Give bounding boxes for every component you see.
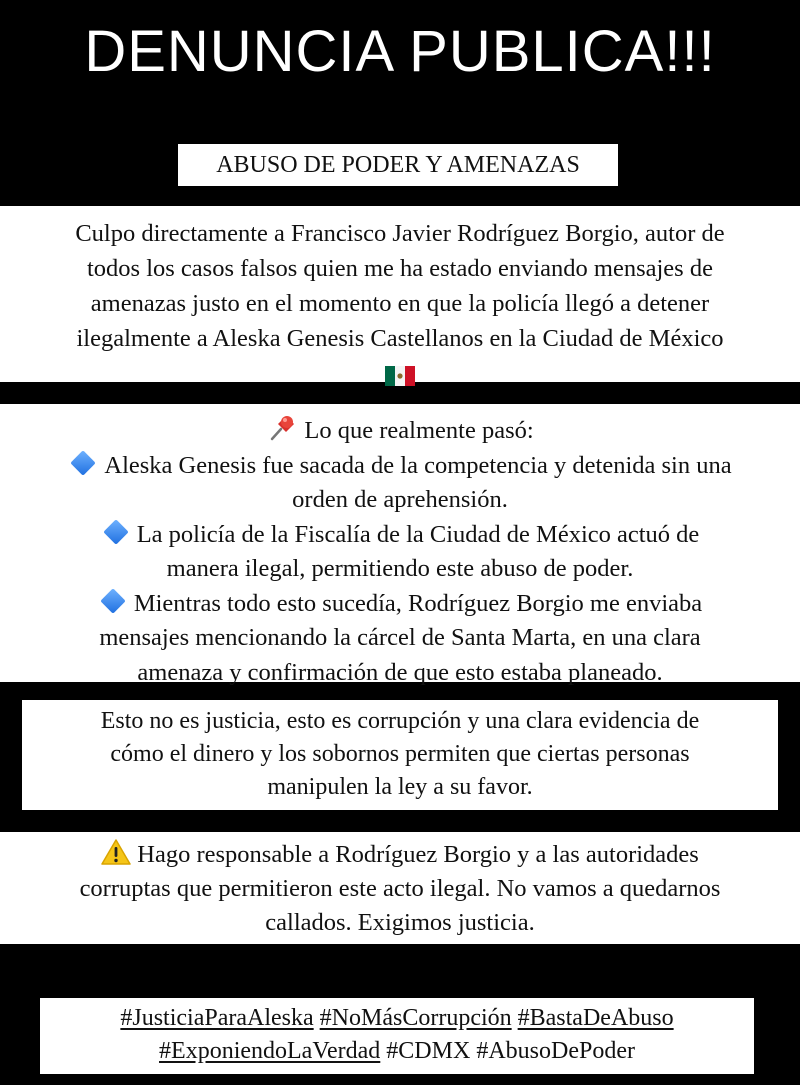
intro-line: todos los casos falsos quien me ha estado enviando mensajes de — [87, 255, 713, 282]
hashtag-link[interactable]: #ExponiendoLaVerdad — [159, 1038, 381, 1064]
hashtag-text[interactable]: #CDMX — [386, 1038, 471, 1064]
warning-icon — [101, 839, 131, 865]
hashtag-row — [40, 1002, 754, 1035]
mexico-flag-icon — [385, 366, 415, 386]
list-item-continuation: amenaza y confirmación de que esto estaba planeado. — [137, 658, 663, 686]
list-item-continuation: orden de aprehensión. — [292, 486, 508, 513]
justice-line: Esto no es justicia, esto es corrupción y una clara evidencia de — [100, 708, 700, 734]
intro-box — [0, 206, 800, 382]
list-item-continuation: manera ilegal, permitiendo este abuso de poder. — [166, 555, 634, 582]
list-item: La policía de la Fiscalía de la Ciudad de México actuó de — [0, 518, 800, 553]
intro-line: amenazas justo en el momento en que la policía llegó a detener — [90, 290, 710, 317]
hashtag-link[interactable]: #JusticiaParaAleska — [120, 1005, 314, 1031]
list-item: Mientras todo esto sucedía, Rodríguez Borgio me enviaba — [0, 587, 800, 622]
page-title: DENUNCIA PUBLICA!!! — [84, 19, 716, 84]
responsibility-line: corruptas que permitieron este acto ilegal. No vamos a quedarnos — [79, 875, 721, 902]
justice-box — [22, 700, 778, 810]
justice-line: manipulen la ley a su favor. — [267, 774, 533, 800]
hashtag-row — [40, 1035, 754, 1068]
intro-line: ilegalmente a Aleska Genesis Castellanos en la Ciudad de México — [76, 325, 724, 352]
hashtag-link[interactable]: #NoMásCorrupción — [319, 1005, 512, 1031]
subtitle-box: ABUSO DE PODER Y AMENAZAS — [178, 144, 618, 186]
hashtag-text[interactable]: #AbusoDePoder — [476, 1038, 635, 1064]
hashtag-link[interactable]: #BastaDeAbuso — [517, 1005, 674, 1031]
blue-diamond-icon — [71, 450, 96, 475]
what-happened-box — [0, 404, 800, 686]
responsibility-line: callados. Exigimos justicia. — [265, 909, 535, 936]
blue-diamond-icon — [100, 588, 125, 613]
list-item: Aleska Genesis fue sacada de la competencia y detenida sin una — [0, 449, 800, 484]
hashtags-box — [40, 998, 754, 1074]
intro-line: Culpo directamente a Francisco Javier Rodríguez Borgio, autor de — [75, 220, 725, 247]
blue-diamond-icon — [103, 519, 128, 544]
responsibility-line: Hago responsable a Rodríguez Borgio y a las autoridades — [0, 838, 800, 872]
pushpin-icon — [266, 412, 298, 442]
what-happened-heading: Lo que realmente pasó: — [0, 412, 800, 449]
responsibility-box — [0, 832, 800, 944]
justice-line: cómo el dinero y los sobornos permiten que ciertas personas — [110, 741, 690, 767]
list-item-continuation: mensajes mencionando la cárcel de Santa Marta, en una clara — [99, 624, 701, 651]
